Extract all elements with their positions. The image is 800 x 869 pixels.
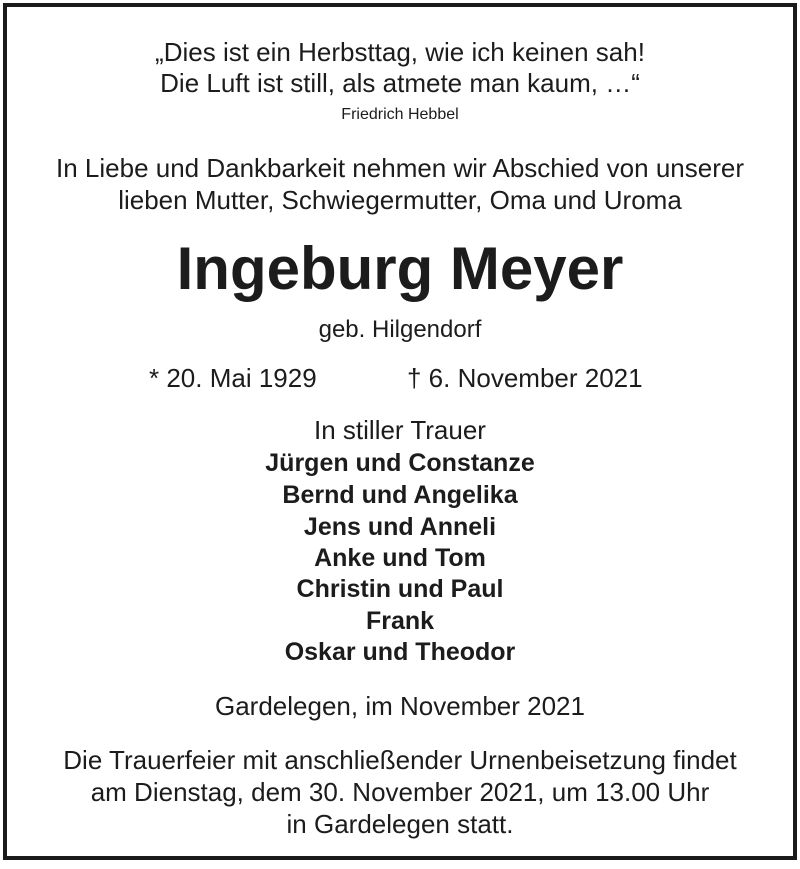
mourning-heading: In stiller Trauer — [314, 415, 486, 445]
mourner-item: Anke und Tom — [314, 544, 486, 572]
mourner-item: Oskar und Theodor — [284, 638, 516, 666]
funeral-notice-line-2: am Dienstag, dem 30. November 2021, um 13.00 Uhr — [90, 777, 710, 807]
mourner-item: Jürgen und Constanze — [265, 449, 535, 477]
quote-line-1: „Dies ist ein Herbsttag, wie ich keinen sah! — [155, 37, 645, 67]
obituary-frame — [3, 3, 797, 860]
quote-line-2: Die Luft ist still, als atmete man kaum, …“ — [160, 68, 640, 98]
mourner-item: Frank — [365, 607, 435, 635]
funeral-notice-line-3: in Gardelegen statt. — [286, 809, 514, 839]
place-date: Gardelegen, im November 2021 — [215, 691, 585, 721]
funeral-notice-line-1: Die Trauerfeier mit anschließender Urnenbeisetzung findet — [63, 745, 737, 775]
intro-line-1: In Liebe und Dankbarkeit nehmen wir Abschied von unserer — [56, 153, 744, 183]
quote-author: Friedrich Hebbel — [341, 106, 459, 123]
birth-date: * 20. Mai 1929 — [149, 363, 317, 393]
mourner-item: Jens und Anneli — [303, 513, 497, 541]
mourner-item: Bernd und Angelika — [282, 481, 518, 509]
birth-name: geb. Hilgendorf — [318, 316, 482, 343]
intro-line-2: lieben Mutter, Schwiegermutter, Oma und Uroma — [118, 185, 682, 215]
death-date: † 6. November 2021 — [407, 363, 643, 393]
deceased-name: Ingeburg Meyer — [176, 235, 624, 302]
mourner-item: Christin und Paul — [296, 575, 504, 603]
